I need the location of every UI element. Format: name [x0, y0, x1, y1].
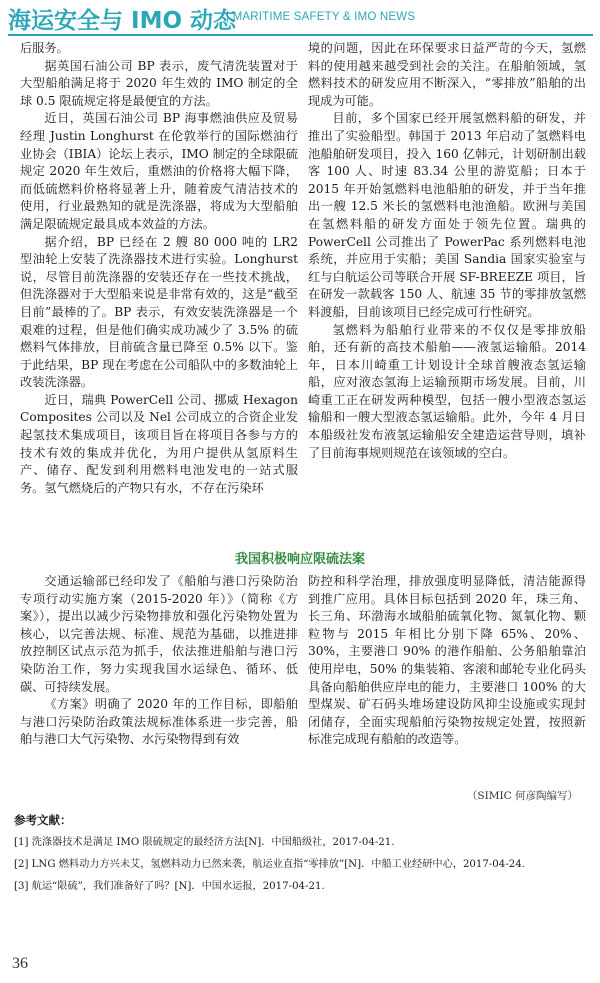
author-credit: （SIMIC 何彦陶编写） — [466, 790, 578, 802]
paragraph: 近日，瑞典 PowerCell 公司、挪威 Hexagon Composites 公司以及 Nel 公司成立的合资企业发起氢技术集成项目，该项目旨在将项目各参与方的技术有效的集成并优化，为用户提供从氢原料生产、储存、配发到利用燃料电池发电的一站式服务。氢气燃烧后的产物只有水，不存在污染环 — [20, 392, 298, 495]
paragraph: 氢燃料为船舶行业带来的不仅仅是零排放船舶，还有新的高技术船舶——液氢运输船。2014 年，日本川崎重工计划设计全球首艘液态氢运输船，应对液态氢海上运输预期市场发展。目前，川崎重工正在研发两种模型，包括一艘小型液态氢运输船和一艘大型液态氢运输船。此外，今年 4 月日本船级社发布液氢运输船安全建造运营导则，填补了目前海事规则规范在该领域的空白。 — [308, 322, 586, 460]
section-column-left — [20, 573, 298, 749]
reference-item: [3] 航运“限硫”，我们准备好了吗？[N]．中国水运报，2017-04-21. — [14, 881, 325, 892]
paragraph: 近日，英国石油公司 BP 海事燃油供应及贸易经理 Justin Longhurst 在伦敦举行的国际燃油行业协会（IBIA）论坛上表示，IMO 制定的全球限硫规定 2020 年生效后，重燃油的价格将大幅下降，而低硫燃料价格将显著上升，随着废气清洁技术的使用，行业最熟知的就是洗涤器，将成为大型船舶满足限硫规定最具成本效益的方法。 — [20, 111, 298, 231]
reference-item: [2] LNG 燃料动力方兴未艾，氢燃料动力已然来袭，航运业直指“零排放”[N]．中船工业经研中心，2017-04-24. — [14, 859, 525, 870]
paragraph: 目前，多个国家已经开展氢燃料船的研发，并推出了实验船型。韩国于 2013 年启动了氢燃料电池船舶研发项目，投入 160 亿韩元，计划研制出载客 100 人、时速 83.34 公里的游览船；日本于 2015 年开始氢燃料电池船舶的研发，并于当年推出一艘 12.5 米长的氢燃料电池渔船。欧洲与美国在氢燃料船的研发方面处于领先位置。瑞典的 PowerCell 公司推出了 PowerPac 系列燃料电池系统，并应用于实船；美国 Sandia 国家实验室与红与白航运公司等联合开展 SF-BREEZE 项目，旨在研发一款载客 150 人、航速 35 节的零排放氢燃料渡船，目前该项目已经完成可行性研究。 — [308, 111, 586, 319]
article-column-left — [20, 40, 298, 497]
paragraph: 据介绍，BP 已经在 2 艘 80 000 吨的 LR2 型油轮上安装了洗涤器技术进行实验。Longhurst 说，尽管目前洗涤器的安装还存在一些技术挑战，但洗涤器对于大型船来说是非常有效的，这是“截至目前”最棒的了。BP 表示，有效安装洗涤器是一个艰难的过程，但是他们确实成功减少了 3.5% 的硫燃料气体排放，目前硫含量已降至 0.5% 以下。鉴于此结果，BP 现在考虑在公司船队中的多数油轮上改装洗涤器。 — [20, 234, 298, 390]
references-title: 参考文献： — [14, 813, 72, 827]
paragraph: 境的问题，因此在环保要求日益严苛的今天，氢燃料的使用越来越受到社会的关注。在船舶领域，氢燃料技术的研发应用不断深入，“零排放”船舶的出现成为可能。 — [308, 41, 586, 108]
header-subtitle: | MARITIME SAFETY & IMO NEWS — [226, 11, 416, 23]
references-list — [14, 832, 589, 898]
paragraph: 防控和科学治理，排放强度明显降低，清洁能源得到推广应用。具体目标包括到 2020 年，珠三角、长三角、环渤海水域船舶硫氧化物、氮氧化物、颗粒物与 2015 年相比分别下降 65%、20%、30%，主要港口 90% 的港作船舶、公务船舶靠泊使用岸电，50% 的集装箱、客滚和邮轮专业化码头具备向船舶供应岸电的能力，主要港口 100% 的大型煤炭、矿石码头堆场建设防风抑尘设施或实现封闭储存，全面实现船舶污染物按规定处置，按照新标准完成现有船舶的改造等。 — [308, 574, 586, 747]
section-column-right — [308, 573, 586, 749]
paragraph: 《方案》明确了 2020 年的工作目标，即船舶与港口污染防治政策法规标准体系进一步完善，船舶与港口大气污染物、水污染物得到有效 — [20, 697, 298, 747]
article-column-right — [308, 40, 586, 462]
page-number: 36 — [12, 955, 28, 972]
paragraph: 后服务。 — [20, 41, 69, 55]
header-rule — [8, 34, 593, 36]
paragraph: 据英国石油公司 BP 表示，废气清洗装置对于大型船舶满足将于 2020 年生效的 IMO 制定的全球 0.5 限硫规定将是最便宜的方法。 — [20, 58, 298, 108]
header-title: 海运安全与 IMO 动态 — [8, 8, 237, 34]
reference-item: [1] 洗涤器技术是满足 IMO 限硫规定的最经济方法[N]．中国船级社，2017-04-21. — [14, 837, 395, 848]
page-header — [0, 0, 600, 38]
paragraph: 交通运输部已经印发了《船舶与港口污染防治专项行动实施方案（2015-2020 年）》（简称《方案》），提出以减少污染物排放和强化污染物处置为核心，以完善法规、标准、规范为基础，以推进排放控制区试点示范为抓手，依法推进船舶与港口污染防治工作，努力实现我国水运绿色、循环、低碳、可持续发展。 — [20, 574, 298, 694]
section-title: 我国积极响应限硫法案 — [234, 552, 365, 567]
